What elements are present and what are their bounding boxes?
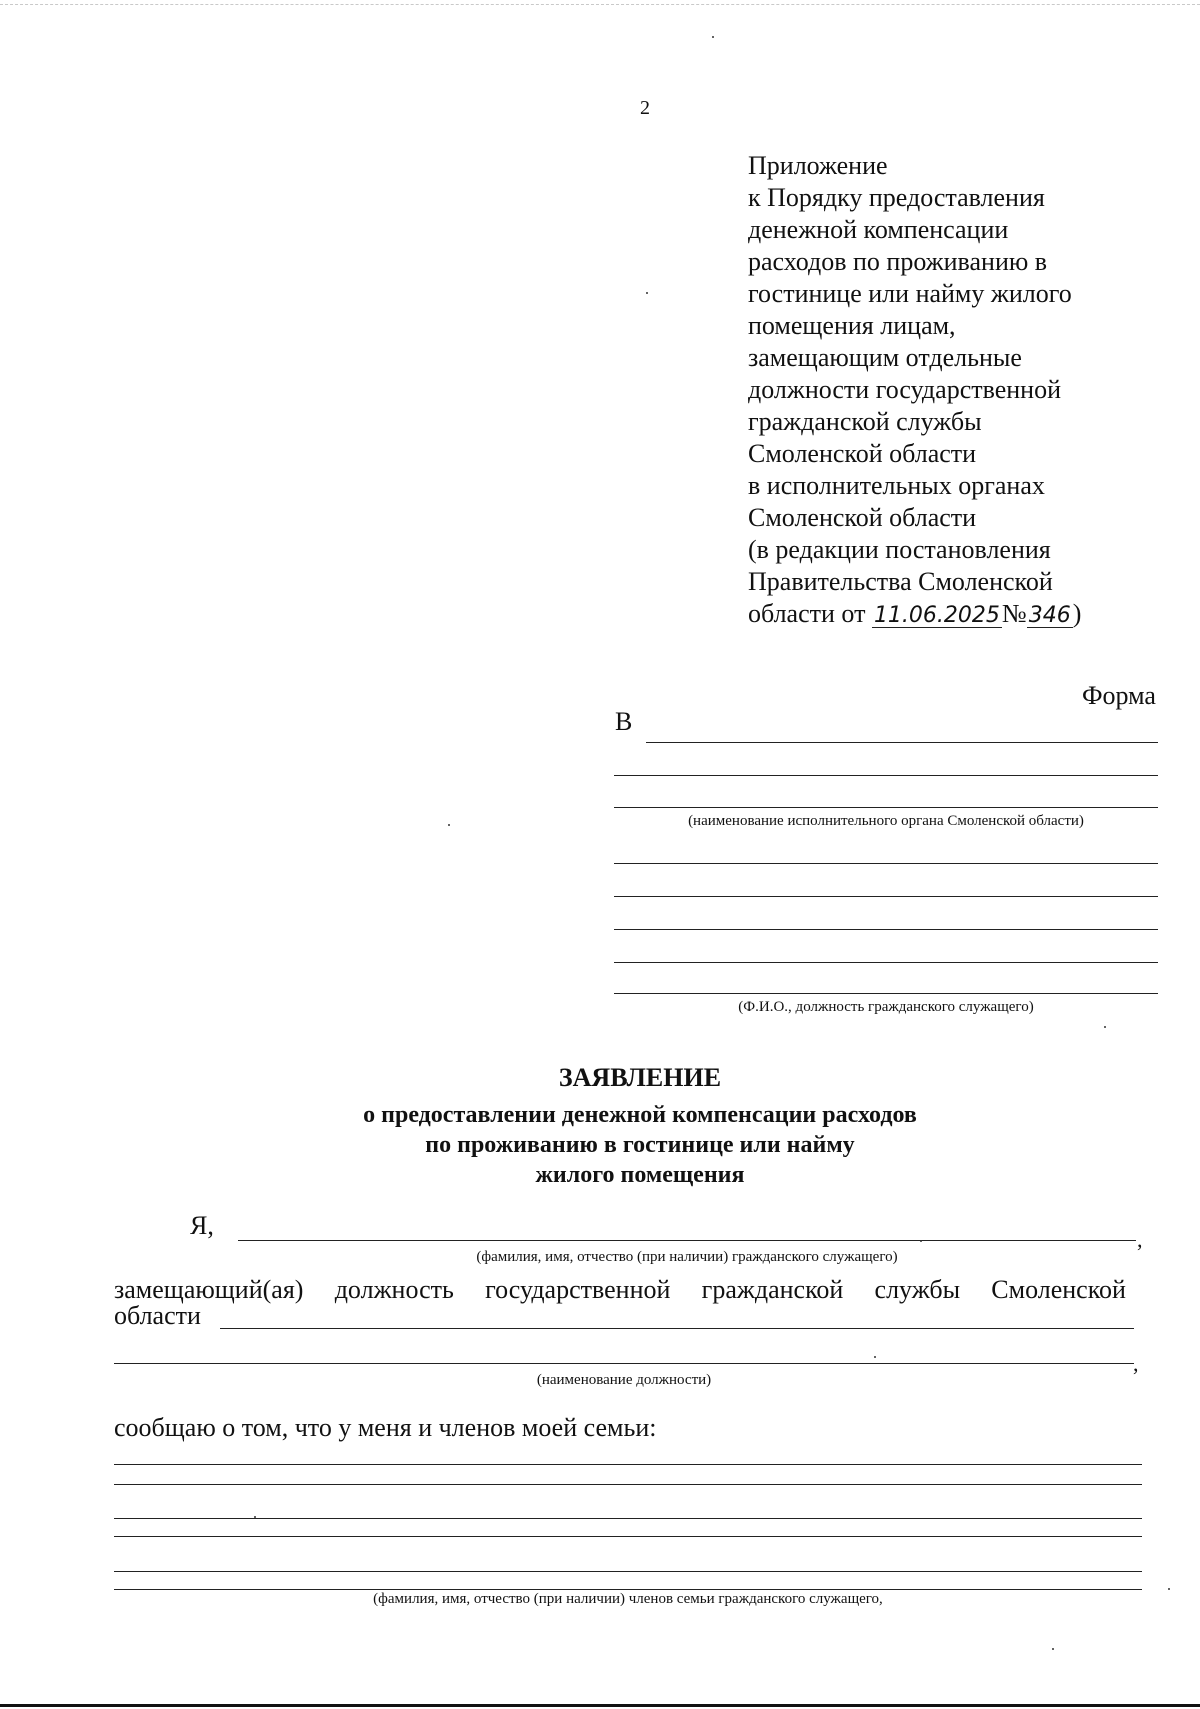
closing-paren: ): [1072, 599, 1082, 628]
appendix-line: гражданской службы: [748, 407, 982, 436]
organ-field-line-3[interactable]: [614, 807, 1158, 808]
family-statement: сообщаю о том, что у меня и членов моей семьи:: [114, 1413, 657, 1442]
appendix-line: замещающим отдельные: [748, 343, 1022, 372]
scan-speck: [1104, 1026, 1106, 1028]
appendix-last-line: [748, 598, 1168, 630]
appendix-line: Приложение: [748, 151, 888, 180]
fio-field-line-3[interactable]: [614, 929, 1158, 930]
position-caption: (наименование должности): [536, 1372, 712, 1388]
organ-caption: (наименование исполнительного органа Смоленской области): [688, 813, 1084, 829]
family-field-line-1[interactable]: [114, 1464, 1142, 1465]
fio-field-line-2[interactable]: [614, 896, 1158, 897]
appendix-block: [748, 150, 1168, 630]
family-field-line-4[interactable]: [114, 1536, 1142, 1537]
page-number: 2: [640, 97, 650, 119]
fio-field-line-1[interactable]: [614, 863, 1158, 864]
appendix-line: денежной компенсации: [748, 215, 1009, 244]
appendix-line: (в редакции постановления: [748, 535, 1051, 564]
appendix-line: расходов по проживанию в: [748, 247, 1048, 276]
fio-field-line-4[interactable]: [614, 962, 1158, 963]
applicant-fio-line[interactable]: [238, 1240, 1136, 1241]
appendix-line: гостинице или найму жилого: [748, 279, 1072, 308]
position-word: замещающий(ая): [114, 1275, 304, 1304]
appendix-line: в исполнительных органах: [748, 471, 1045, 500]
family-field-line-5[interactable]: [114, 1571, 1142, 1572]
position-word: гражданской: [701, 1275, 844, 1304]
title-line-1: о предоставлении денежной компенсации расходов: [363, 1102, 917, 1128]
fio-comma: ,: [1137, 1227, 1143, 1252]
position-word: государственной: [485, 1275, 671, 1304]
scan-speck: [874, 1356, 876, 1358]
organ-field-line-1[interactable]: [646, 742, 1158, 743]
handwritten-date: 11.06.2025: [873, 603, 1000, 628]
position-field-line-1[interactable]: [220, 1328, 1134, 1329]
region-word: области: [114, 1301, 201, 1330]
appendix-line: должности государственной: [748, 375, 1062, 404]
appendix-last-prefix: области от: [748, 599, 866, 628]
to-prefix: В: [615, 707, 633, 736]
position-comma: ,: [1133, 1351, 1139, 1376]
handwritten-number: 346: [1028, 603, 1071, 628]
position-statement-line: [114, 1274, 1126, 1306]
position-word: должность: [334, 1275, 454, 1304]
organ-field-line-2[interactable]: [614, 775, 1158, 776]
position-word: службы: [874, 1275, 961, 1304]
i-prefix: Я,: [190, 1211, 214, 1240]
number-sign: №: [1001, 599, 1027, 628]
family-field-line-3[interactable]: [114, 1518, 1142, 1519]
title-line-3: жилого помещения: [535, 1162, 745, 1188]
appendix-line: Смоленской области: [748, 439, 977, 468]
title-line-2: по проживанию в гостинице или найму: [425, 1132, 855, 1158]
appendix-line: помещения лицам,: [748, 311, 956, 340]
scan-speck: [920, 1240, 922, 1242]
scan-bottom-edge: [0, 1704, 1200, 1707]
appendix-line: Правительства Смоленской: [748, 567, 1053, 596]
recipient-fio-caption: (Ф.И.О., должность гражданского служащего): [738, 999, 1034, 1015]
scan-speck: [448, 824, 450, 826]
scan-speck: [712, 36, 714, 38]
position-word: Смоленской: [991, 1275, 1126, 1304]
scan-speck: [1052, 1648, 1054, 1650]
scan-speck: [646, 292, 648, 294]
family-caption: (фамилия, имя, отчество (при наличии) членов семьи гражданского служащего,: [373, 1591, 883, 1607]
applicant-fio-caption: (фамилия, имя, отчество (при наличии) гражданского служащего): [476, 1249, 898, 1265]
scan-speck: [254, 1516, 256, 1518]
fio-field-line-5[interactable]: [614, 993, 1158, 994]
scan-speck: [1168, 1588, 1170, 1590]
position-field-line-2[interactable]: [114, 1363, 1134, 1364]
family-field-line-2[interactable]: [114, 1484, 1142, 1485]
scan-top-edge: [0, 4, 1200, 5]
appendix-line: к Порядку предоставления: [748, 183, 1045, 212]
document-title: ЗАЯВЛЕНИЕ: [558, 1063, 722, 1092]
form-label: Форма: [1082, 681, 1156, 710]
appendix-line: Смоленской области: [748, 503, 977, 532]
